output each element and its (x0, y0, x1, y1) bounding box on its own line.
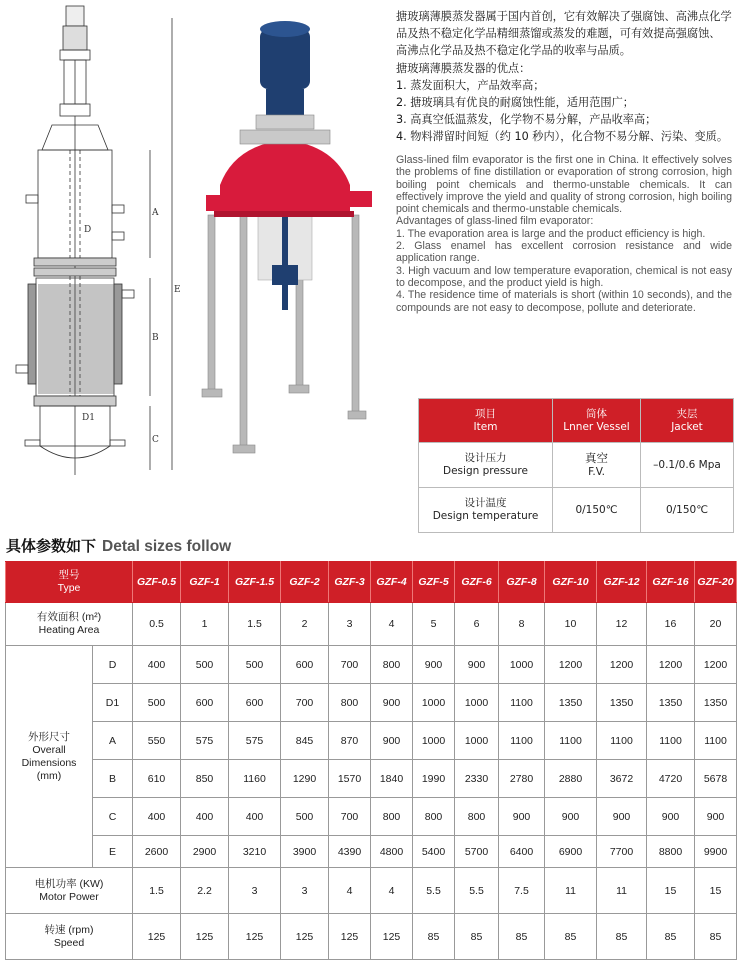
dimension-value: 3900 (281, 836, 329, 868)
intro-cn-line-8: 4. 物料滞留时间短（约 10 秒内），化合物不易分解、污染、变质。 (396, 130, 729, 144)
intro-cn-line-7: 3. 高真空低温蒸发，化学物不易分解，产品收率高； (396, 113, 657, 127)
motor-power-value: 4 (371, 868, 413, 914)
dimension-value: 500 (281, 798, 329, 836)
dimension-row (6, 760, 737, 798)
dimension-value: 1350 (545, 684, 597, 722)
dimension-value: 500 (229, 646, 281, 684)
vessel-pressure: 真空 F.V. (553, 443, 641, 488)
heating-area-row (6, 603, 737, 646)
dimension-value: 7700 (597, 836, 647, 868)
dimension-row (6, 646, 737, 684)
dimension-value: 900 (597, 798, 647, 836)
motor-power-row (6, 868, 737, 914)
model-header-gzf-8: GZF-8 (499, 562, 545, 603)
dimension-value: 500 (181, 646, 229, 684)
dimension-value: 1000 (413, 684, 455, 722)
dim-label-a: A (152, 208, 159, 218)
motor-power-value: 7.5 (499, 868, 545, 914)
dimension-value: 870 (329, 722, 371, 760)
speed-value: 85 (597, 914, 647, 960)
motor-power-value: 11 (597, 868, 647, 914)
intro-chinese (396, 8, 734, 146)
dimension-value: 1100 (647, 722, 695, 760)
motor-power-value: 3 (281, 868, 329, 914)
intro-cn-line-3: 高沸点化学品及热不稳定化学品的收率与品质。 (396, 44, 631, 58)
motor-power-value: 1.5 (133, 868, 181, 914)
technical-drawing (0, 0, 200, 480)
speed-value: 125 (281, 914, 329, 960)
design-conditions-table (418, 398, 734, 533)
model-header-gzf-10: GZF-10 (545, 562, 597, 603)
speed-label: 转速 (rpm) Speed (6, 914, 133, 960)
model-header-gzf-16: GZF-16 (647, 562, 695, 603)
dimension-value: 400 (181, 798, 229, 836)
model-header-gzf-4: GZF-4 (371, 562, 413, 603)
dimension-value: 900 (371, 684, 413, 722)
heating-area-value: 16 (647, 603, 695, 646)
dimension-value: 800 (371, 798, 413, 836)
heating-area-value: 2 (281, 603, 329, 646)
dimension-value: 6400 (499, 836, 545, 868)
speed-value: 85 (499, 914, 545, 960)
dimension-row (6, 836, 737, 868)
dimension-value: 1350 (647, 684, 695, 722)
dimension-value: 1350 (597, 684, 647, 722)
heating-area-value: 1 (181, 603, 229, 646)
dimension-value: 5678 (695, 760, 737, 798)
intro-en-adv-1: 1. The evaporation area is large and the product efficiency is high. (396, 227, 706, 240)
dimension-row (6, 684, 737, 722)
dimension-value: 550 (133, 722, 181, 760)
model-header-gzf-1-5: GZF-1.5 (229, 562, 281, 603)
motor-power-value: 3 (229, 868, 281, 914)
dimension-value: 600 (181, 684, 229, 722)
heating-area-value: 8 (499, 603, 545, 646)
dimension-value: 700 (281, 684, 329, 722)
dimension-value: 2600 (133, 836, 181, 868)
intro-english (396, 154, 732, 314)
header-item: 项目 Item (419, 399, 553, 443)
motor-power-value: 15 (695, 868, 737, 914)
intro-en-adv-4: 4. The residence time of materials is short (within 10 seconds), and the compounds are not easy to decompose, pollute and deteriorate. (396, 289, 732, 314)
table-row (419, 488, 734, 533)
row-label: 设计温度 Design temperature (419, 488, 553, 533)
motor-power-value: 2.2 (181, 868, 229, 914)
dimension-value: 4800 (371, 836, 413, 868)
dimension-value: 900 (371, 722, 413, 760)
speed-value: 125 (229, 914, 281, 960)
dimension-value: 1100 (597, 722, 647, 760)
dimension-value: 1200 (695, 646, 737, 684)
model-header-gzf-5: GZF-5 (413, 562, 455, 603)
speed-value: 85 (455, 914, 499, 960)
dimension-value: 610 (133, 760, 181, 798)
dimension-value: 1570 (329, 760, 371, 798)
model-header-gzf-2: GZF-2 (281, 562, 329, 603)
header-jacket: 夹层 Jacket (641, 399, 734, 443)
dimension-key: E (93, 836, 133, 868)
dimension-value: 800 (371, 646, 413, 684)
table-row (419, 443, 734, 488)
dimension-value: 1840 (371, 760, 413, 798)
model-header-gzf-0-5: GZF-0.5 (133, 562, 181, 603)
dimension-value: 850 (181, 760, 229, 798)
dimension-key: D1 (93, 684, 133, 722)
dimension-value: 900 (499, 798, 545, 836)
header-inner-vessel: 筒体 Lnner Vessel (553, 399, 641, 443)
intro-cn-line-1: 搪玻璃薄膜蒸发器属于国内首创，它有效解决了强腐蚀、高沸点化学 (396, 10, 732, 23)
dimension-value: 1200 (647, 646, 695, 684)
intro-cn-line-4: 搪玻璃薄膜蒸发器的优点： (396, 61, 531, 75)
intro-en-adv-3: 3. High vacuum and low temperature evaporation, chemical is not easy to decompose, and the product yield is high. (396, 264, 732, 289)
heating-area-value: 12 (597, 603, 647, 646)
dimension-value: 900 (455, 646, 499, 684)
motor-power-value: 15 (647, 868, 695, 914)
dim-label-d1: D1 (82, 413, 95, 423)
dimension-value: 3210 (229, 836, 281, 868)
model-header-row (6, 562, 737, 603)
section-heading-cn: 具体参数如下 (6, 537, 97, 555)
dimension-row (6, 722, 737, 760)
dimension-value: 900 (647, 798, 695, 836)
dim-label-c: C (152, 435, 159, 445)
vessel-temperature: 0/150℃ (553, 488, 641, 533)
dimension-value: 700 (329, 646, 371, 684)
dimension-value: 1100 (545, 722, 597, 760)
dimension-value: 3672 (597, 760, 647, 798)
dimension-value: 400 (133, 646, 181, 684)
dimension-value: 5400 (413, 836, 455, 868)
dimension-value: 700 (329, 798, 371, 836)
dimension-value: 1200 (545, 646, 597, 684)
motor-power-value: 5.5 (455, 868, 499, 914)
spec-table (5, 561, 737, 960)
dimension-value: 900 (545, 798, 597, 836)
intro-en-adv-title: Advantages of glass-lined film evaporator: (396, 215, 594, 228)
model-header-gzf-1: GZF-1 (181, 562, 229, 603)
dimension-row (6, 798, 737, 836)
dim-label-d: D (84, 225, 92, 235)
dimension-value: 400 (133, 798, 181, 836)
speed-value: 85 (413, 914, 455, 960)
dim-label-b: B (152, 333, 159, 343)
heating-area-label: 有效面积 (m²) Heating Area (6, 603, 133, 646)
dimension-key: B (93, 760, 133, 798)
dimension-value: 900 (413, 646, 455, 684)
speed-value: 125 (371, 914, 413, 960)
heating-area-value: 4 (371, 603, 413, 646)
model-header-gzf-3: GZF-3 (329, 562, 371, 603)
dimension-value: 400 (229, 798, 281, 836)
dim-label-e: E (174, 285, 181, 295)
type-header: 型号 Type (6, 562, 133, 603)
jacket-pressure: –0.1/0.6 Mpa (641, 443, 734, 488)
dimension-value: 2780 (499, 760, 545, 798)
dimension-value: 1160 (229, 760, 281, 798)
heating-area-value: 5 (413, 603, 455, 646)
intro-en-paragraph: Glass-lined film evaporator is the first one in China. It effectively solves the problems of fine distillation or evaporation of strong corrosion, high boiling point chemicals and thermo-unstable chemicals. It can effectively improve the yield and quality of strong corrosion, high boiling point chemicals and thermo-unstable chemicals. (396, 154, 732, 216)
dimension-value: 800 (329, 684, 371, 722)
dimension-value: 900 (695, 798, 737, 836)
dimension-value: 2880 (545, 760, 597, 798)
dimension-value: 8800 (647, 836, 695, 868)
speed-value: 85 (695, 914, 737, 960)
dimension-value: 800 (413, 798, 455, 836)
model-header-gzf-20: GZF-20 (695, 562, 737, 603)
dimension-value: 1000 (413, 722, 455, 760)
model-header-gzf-6: GZF-6 (455, 562, 499, 603)
dimension-value: 800 (455, 798, 499, 836)
speed-value: 85 (647, 914, 695, 960)
dimension-value: 4390 (329, 836, 371, 868)
speed-row (6, 914, 737, 960)
overall-dimensions-label: 外形尺寸 Overall Dimensions (mm) (6, 646, 93, 868)
dimension-key: A (93, 722, 133, 760)
dimension-value: 9900 (695, 836, 737, 868)
speed-value: 125 (329, 914, 371, 960)
speed-value: 85 (545, 914, 597, 960)
model-header-gzf-12: GZF-12 (597, 562, 647, 603)
dimension-key: C (93, 798, 133, 836)
intro-en-adv-2: 2. Glass enamel has excellent corrosion resistance and wide application range. (396, 240, 732, 265)
dimension-value: 1100 (695, 722, 737, 760)
section-heading-en: Detal sizes follow (102, 538, 232, 555)
heating-area-value: 6 (455, 603, 499, 646)
dimension-value: 1350 (695, 684, 737, 722)
dimension-value: 600 (281, 646, 329, 684)
intro-cn-line-2: 品及热不稳定化学品精细蒸馏或蒸发的难题，可有效提高强腐蚀、 (396, 27, 721, 41)
dimension-value: 500 (133, 684, 181, 722)
dimension-value: 575 (229, 722, 281, 760)
heating-area-value: 10 (545, 603, 597, 646)
heating-area-value: 3 (329, 603, 371, 646)
speed-value: 125 (133, 914, 181, 960)
dimension-value: 600 (229, 684, 281, 722)
intro-cn-line-6: 2. 搪玻璃具有优良的耐腐蚀性能，适用范围广； (396, 96, 634, 110)
dimension-value: 845 (281, 722, 329, 760)
dimension-value: 1990 (413, 760, 455, 798)
dimension-value: 4720 (647, 760, 695, 798)
motor-power-label: 电机功率 (KW) Motor Power (6, 868, 133, 914)
dimension-value: 5700 (455, 836, 499, 868)
dimension-value: 1000 (455, 722, 499, 760)
dimension-value: 1200 (597, 646, 647, 684)
heating-area-value: 1.5 (229, 603, 281, 646)
dimension-value: 2900 (181, 836, 229, 868)
motor-power-value: 5.5 (413, 868, 455, 914)
dimension-value: 1000 (455, 684, 499, 722)
dimension-value: 1000 (499, 646, 545, 684)
section-heading (6, 535, 231, 556)
heating-area-value: 20 (695, 603, 737, 646)
row-label: 设计压力 Design pressure (419, 443, 553, 488)
dimension-value: 1100 (499, 684, 545, 722)
intro-cn-line-5: 1. 蒸发面积大，产品效率高； (396, 78, 545, 92)
motor-power-value: 4 (329, 868, 371, 914)
evaporator-photo (200, 15, 390, 455)
dimension-value: 2330 (455, 760, 499, 798)
dimension-value: 1290 (281, 760, 329, 798)
heating-area-value: 0.5 (133, 603, 181, 646)
dimension-value: 1100 (499, 722, 545, 760)
speed-value: 125 (181, 914, 229, 960)
dimension-value: 575 (181, 722, 229, 760)
dimension-key: D (93, 646, 133, 684)
motor-power-value: 11 (545, 868, 597, 914)
dimension-value: 6900 (545, 836, 597, 868)
jacket-temperature: 0/150℃ (641, 488, 734, 533)
